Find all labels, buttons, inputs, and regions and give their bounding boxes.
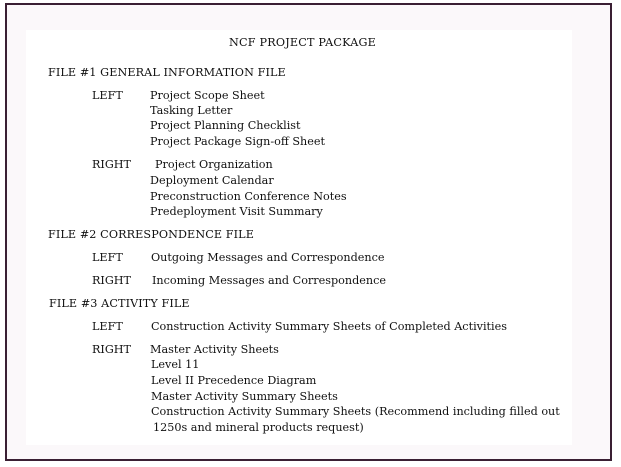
file-1-left-item: Project Package Sign-off Sheet: [150, 135, 326, 148]
file-2-heading: FILE #2 CORRESPONDENCE FILE: [48, 228, 254, 241]
file-1-right-item: Project Organization: [155, 158, 273, 171]
file-3-right-item: 1250s and mineral products request): [153, 421, 364, 434]
file-3-heading: FILE #3 ACTIVITY FILE: [49, 297, 190, 310]
file-1-heading: FILE #1 GENERAL INFORMATION FILE: [48, 66, 286, 79]
file-1-right-item: Predeployment Visit Summary: [150, 205, 323, 218]
file-2-right-label: RIGHT: [92, 274, 131, 287]
file-3-right-item: Construction Activity Summary Sheets (Recommend including filled out: [151, 405, 560, 418]
file-1-right-item: Preconstruction Conference Notes: [150, 190, 347, 203]
file-1-left-item: Project Scope Sheet: [150, 89, 265, 102]
page-title: NCF PROJECT PACKAGE: [229, 36, 377, 49]
file-3-right-item: Level 11: [151, 358, 200, 371]
file-1-left-item: Tasking Letter: [150, 104, 233, 117]
file-3-left-label: LEFT: [92, 320, 123, 333]
file-2-left-label: LEFT: [92, 251, 123, 264]
file-3-right-item: Level II Precedence Diagram: [151, 374, 317, 387]
file-3-left-item: Construction Activity Summary Sheets of Completed Activities: [151, 320, 507, 333]
file-3-right-item: Master Activity Summary Sheets: [151, 390, 338, 403]
file-1-right-item: Deployment Calendar: [150, 174, 274, 187]
file-2-right-item: Incoming Messages and Correspondence: [152, 274, 386, 287]
file-2-left-item: Outgoing Messages and Correspondence: [151, 251, 385, 264]
file-3-right-item: Master Activity Sheets: [150, 343, 279, 356]
file-3-right-label: RIGHT: [92, 343, 131, 356]
file-1-left-item: Project Planning Checklist: [150, 119, 301, 132]
file-1-right-label: RIGHT: [92, 158, 131, 171]
file-1-left-label: LEFT: [92, 89, 123, 102]
